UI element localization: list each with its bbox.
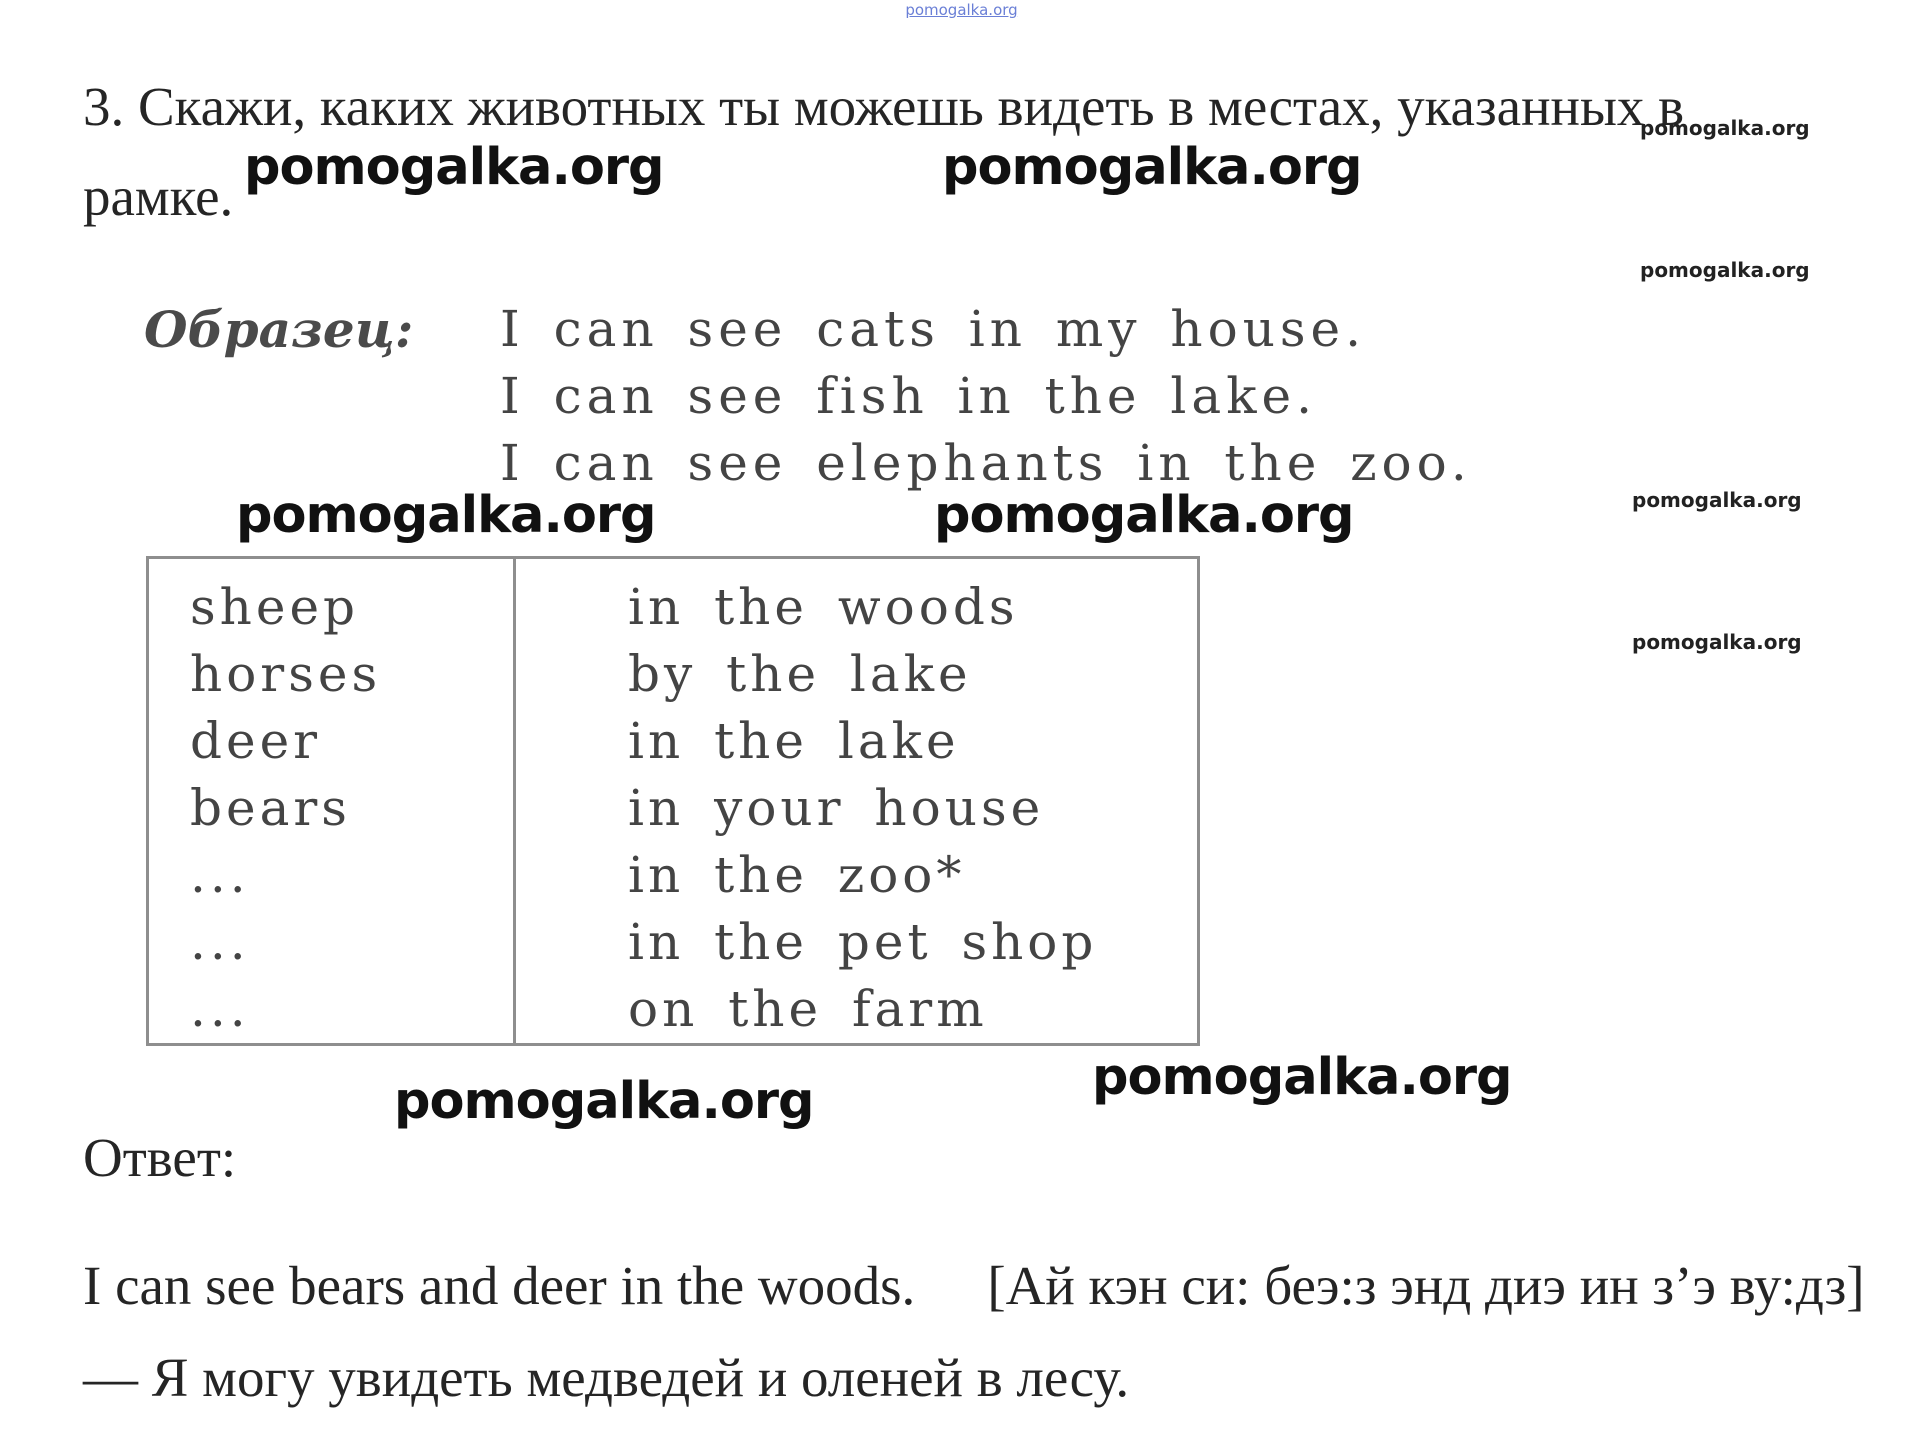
place-item: in your house [628, 779, 1045, 837]
place-item: in the lake [628, 712, 960, 770]
watermark: pomogalka.org [1640, 258, 1810, 282]
place-item: by the lake [628, 645, 972, 703]
animal-item: deer [190, 712, 322, 770]
task-text: 3. Скажи, каких животных ты можешь видеть в местах, указанных в рамке. [83, 76, 1685, 227]
animal-item: ... [190, 913, 250, 971]
watermark: pomogalka.org [1632, 488, 1802, 512]
animal-item: horses [190, 645, 382, 703]
watermark: pomogalka.org [244, 138, 664, 197]
animal-item: ... [190, 846, 250, 904]
answer-text [83, 1240, 1883, 1424]
answer-sentence: I can see bears and deer in the woods. [83, 1255, 916, 1316]
box-divider [513, 559, 516, 1043]
watermark: pomogalka.org [1632, 630, 1802, 654]
place-item: on the farm [628, 980, 988, 1038]
answer-label: Ответ: [83, 1127, 237, 1188]
animal-item: ... [190, 980, 250, 1038]
sample-line: I can see elephants in the zoo. [500, 434, 1472, 492]
top-watermark-link: pomogalka.org [905, 1, 1018, 19]
watermark: pomogalka.org [942, 138, 1362, 197]
watermark: pomogalka.org [394, 1072, 814, 1131]
watermark: pomogalka.org [1092, 1048, 1512, 1107]
watermark: pomogalka.org [1640, 116, 1810, 140]
place-item: in the woods [628, 578, 1019, 636]
answer-transcription: [Ай кэн си: беэ:з энд диэ ин з’э ву:дз] — Я могу увидеть медведей и оленей в лесу. [83, 1255, 1865, 1408]
watermark: pomogalka.org [934, 486, 1354, 545]
place-item: in the pet shop [628, 913, 1098, 971]
place-item: in the zoo* [628, 846, 966, 904]
animal-item: sheep [190, 578, 360, 636]
sample-line: I can see cats in my house. [500, 300, 1367, 358]
sample-line: I can see fish in the lake. [500, 367, 1317, 425]
animal-item: bears [190, 779, 351, 837]
watermark: pomogalka.org [236, 486, 656, 545]
sample-label: Образец: [144, 300, 414, 359]
